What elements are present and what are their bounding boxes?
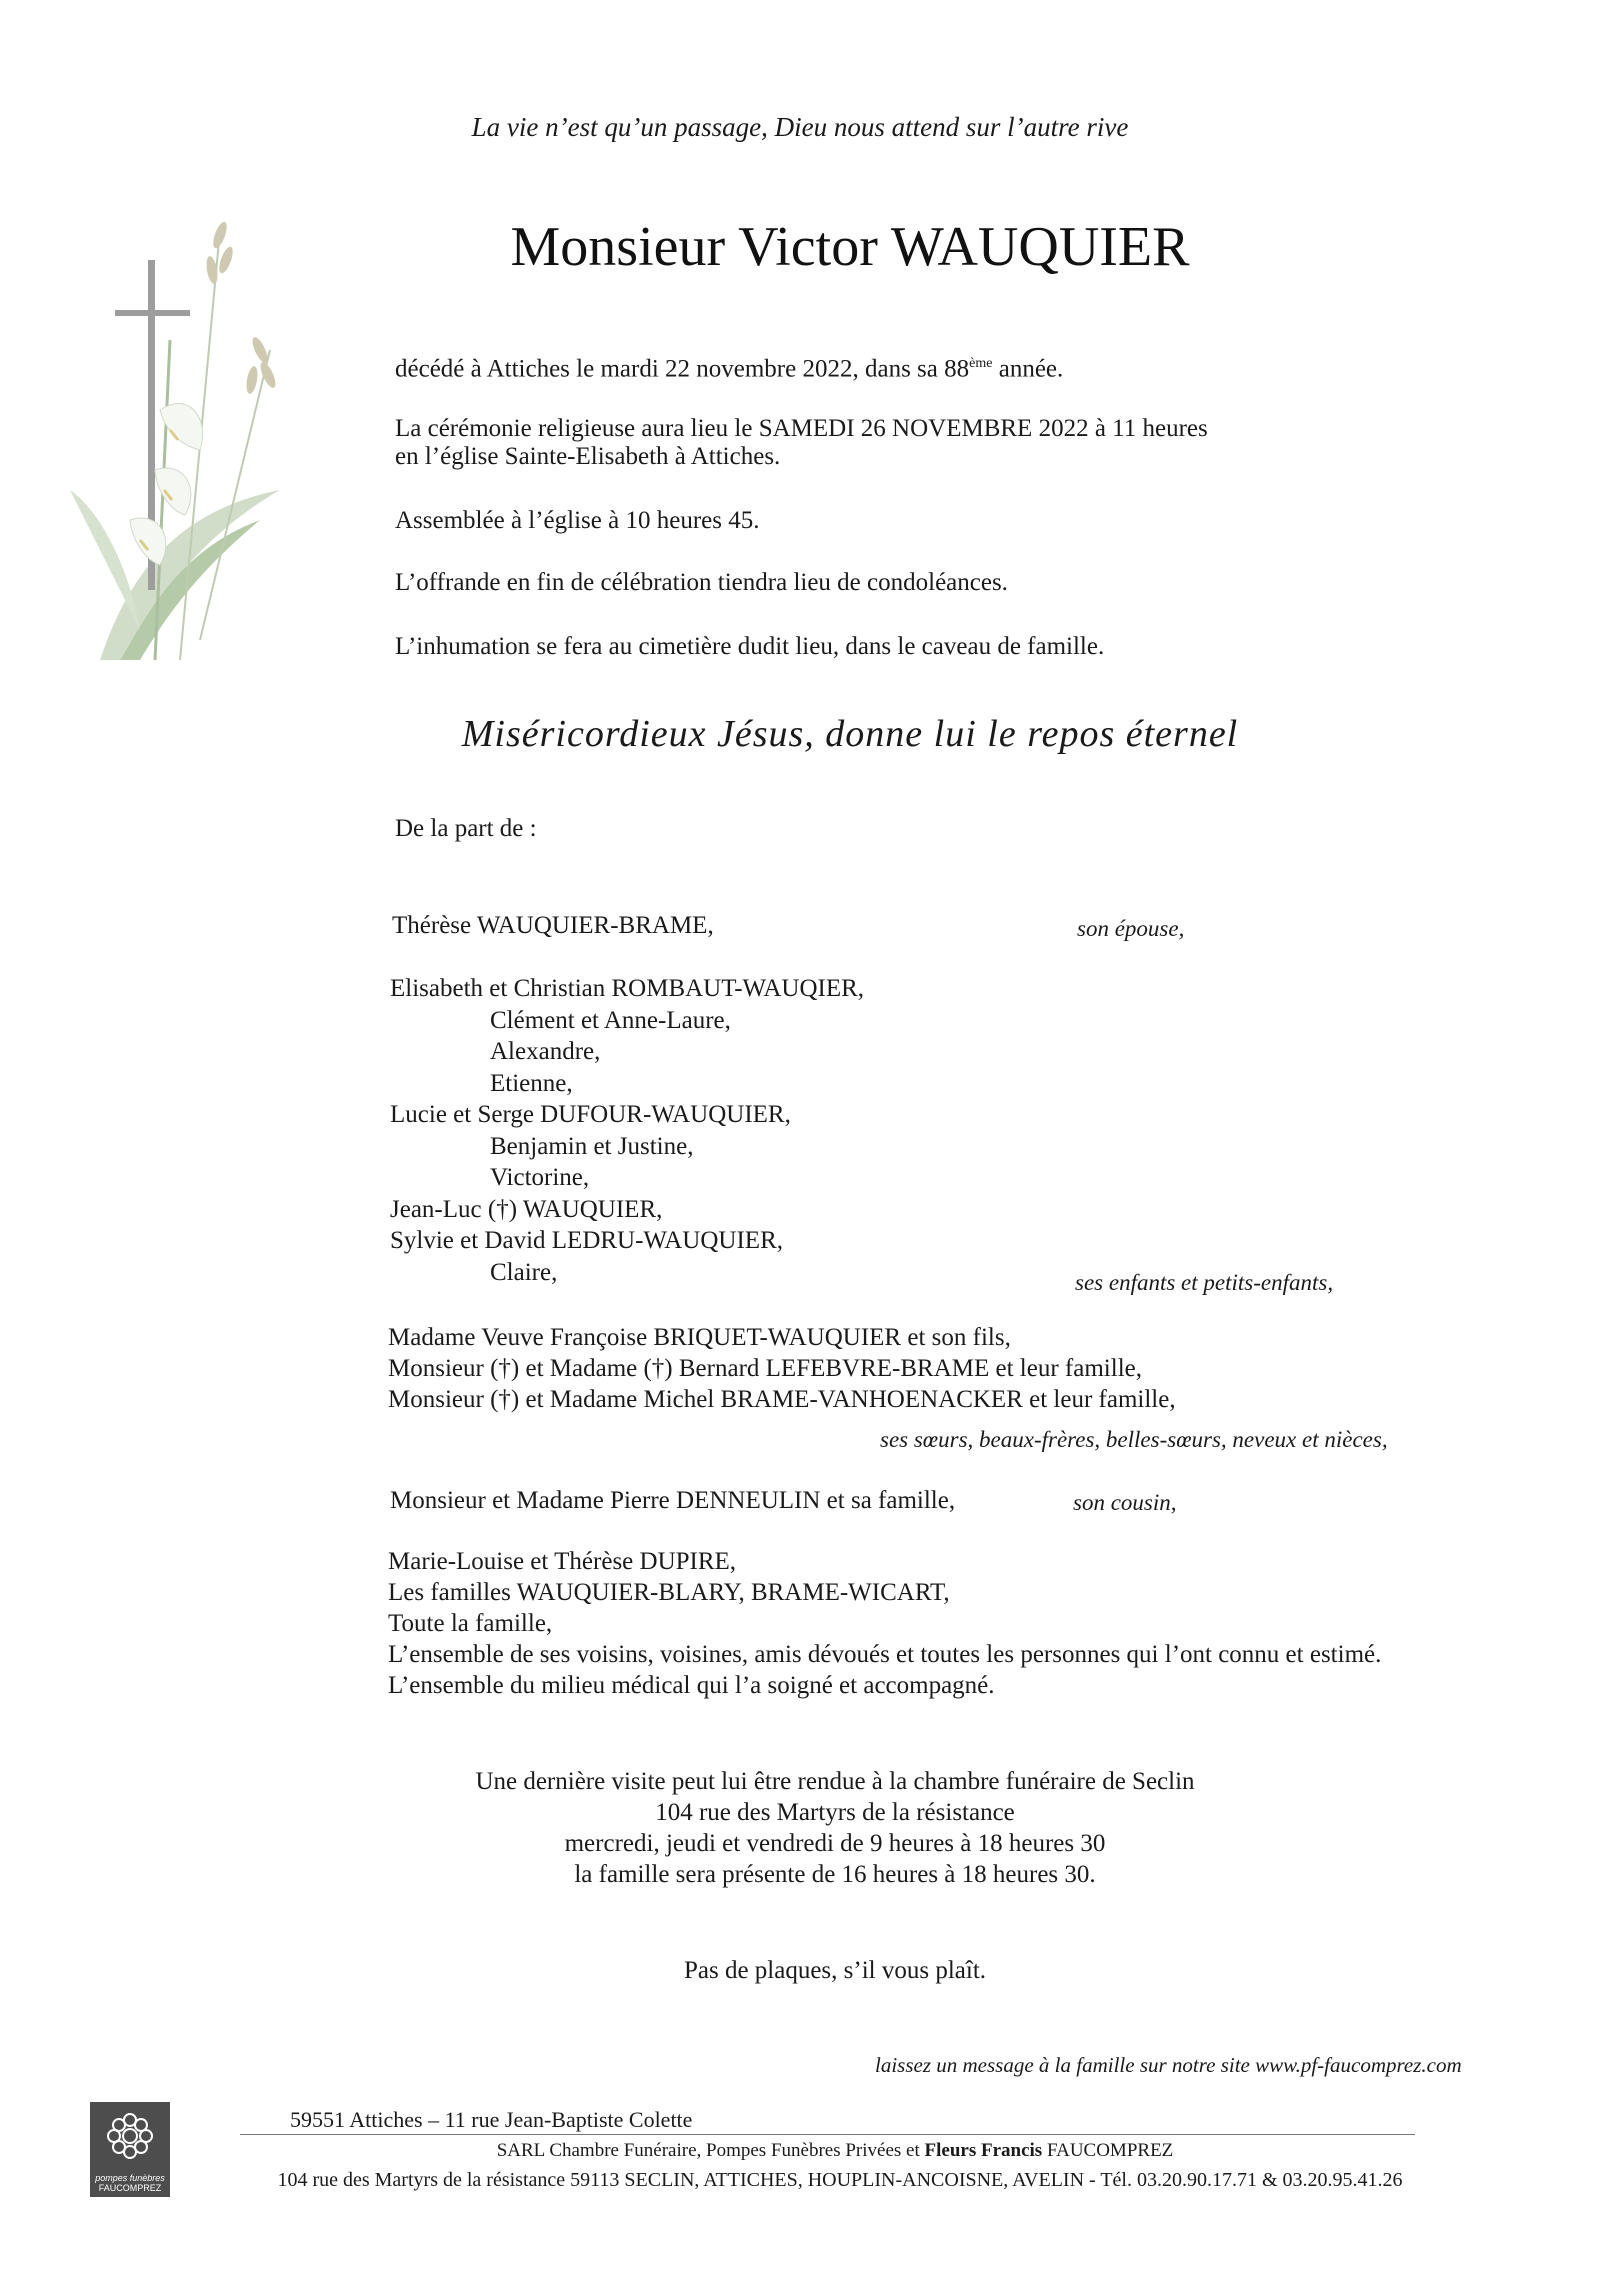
footer-website-message[interactable]: laissez un message à la famille sur notre site www.pf-faucomprez.com xyxy=(875,2053,1462,2077)
visite-line: 104 rue des Martyrs de la résistance xyxy=(655,1799,1015,1826)
deces-line xyxy=(395,350,1063,383)
assemblee-line: Assemblée à l’église à 10 heures 45. xyxy=(395,507,760,534)
list-item: Victorine, xyxy=(490,1164,590,1191)
list-item: Monsieur (†) et Madame (†) Bernard LEFEBVRE-BRAME et leur famille, xyxy=(388,1355,1142,1382)
list-item: Elisabeth et Christian ROMBAUT-WAUQIER, xyxy=(390,975,865,1002)
inhumation-line: L’inhumation se fera au cimetière dudit lieu, dans le caveau de famille. xyxy=(395,633,1105,660)
list-item: Les familles WAUQUIER-BLARY, BRAME-WICART, xyxy=(388,1579,950,1606)
list-item: Sylvie et David LEDRU-WAUQUIER, xyxy=(390,1227,783,1254)
offrande-line: L’offrande en fin de célébration tiendra lieu de condoléances. xyxy=(395,569,1008,596)
footer-address: 59551 Attiches – 11 rue Jean-Baptiste Colette xyxy=(290,2107,693,2132)
cousin-name: Monsieur et Madame Pierre DENNEULIN et sa famille, xyxy=(390,1487,956,1514)
list-item: Etienne, xyxy=(490,1069,573,1097)
footer-company-pre: SARL Chambre Funéraire, Pompes Funèbres Privées et xyxy=(496,2140,925,2161)
footer-divider xyxy=(240,2134,1415,2135)
page-title: Monsieur Victor WAUQUIER xyxy=(510,216,1190,278)
list-item: L’ensemble du milieu médical qui l’a soigné et accompagné. xyxy=(388,1672,995,1699)
list-item: Alexandre, xyxy=(490,1038,601,1065)
visite-line: mercredi, jeudi et vendredi de 9 heures à 18 heures 30 xyxy=(564,1830,1106,1857)
footer-company-line xyxy=(0,2140,1600,2162)
ceremonie-line-2: en l’église Sainte-Elisabeth à Attiches. xyxy=(395,443,781,470)
enfants-relation: ses enfants et petits-enfants, xyxy=(1075,1270,1334,1295)
list-item: Lucie et Serge DUFOUR-WAUQUIER, xyxy=(390,1101,791,1128)
ceremonie-line-1: La cérémonie religieuse aura lieu le SAMEDI 26 NOVEMBRE 2022 à 11 heures xyxy=(395,415,1208,442)
list-item: Jean-Luc (†) WAUQUIER, xyxy=(390,1195,663,1223)
footer-company-post: FAUCOMPREZ xyxy=(1042,2140,1174,2161)
epigraph: La vie n’est qu’un passage, Dieu nous attend sur l’autre rive xyxy=(471,112,1129,142)
logo-small-text: pompes funèbres xyxy=(95,2173,165,2183)
visite-line: Une dernière visite peut lui être rendue à la chambre funéraire de Seclin xyxy=(475,1768,1195,1795)
footer-contact-line: 104 rue des Martyrs de la résistance 59113 SECLIN, ATTICHES, HOUPLIN-ANCOISNE, AVELIN - Tél. 03.20.90.17.71 & 03.20.95.41.26 xyxy=(277,2169,1403,2191)
list-item: Benjamin et Justine, xyxy=(490,1132,694,1160)
visite-line: la famille sera présente de 16 heures à 18 heures 30. xyxy=(574,1861,1096,1888)
list-item: Clément et Anne-Laure, xyxy=(490,1006,731,1034)
list-item: L’ensemble de ses voisins, voisines, amis dévoués et toutes les personnes qui l’ont connu et estimé. xyxy=(388,1641,1382,1668)
prayer-line: Miséricordieux Jésus, donne lui le repos éternel xyxy=(461,713,1239,755)
plaques-line: Pas de plaques, s’il vous plaît. xyxy=(683,1957,987,1984)
cousin-relation: son cousin, xyxy=(1073,1490,1177,1515)
list-item: Madame Veuve Françoise BRIQUET-WAUQUIER et son fils, xyxy=(388,1324,1011,1351)
deces-sup: ème xyxy=(969,356,993,371)
list-item: Claire, xyxy=(490,1258,558,1286)
list-item: Monsieur (†) et Madame Michel BRAME-VANHOENACKER et leur famille, xyxy=(388,1386,1176,1413)
epouse-relation: son épouse, xyxy=(1077,916,1185,941)
list-item: Toute la famille, xyxy=(388,1610,553,1637)
deces-text: décédé à Attiches le mardi 22 novembre 2022, dans sa 88 xyxy=(395,355,970,383)
list-item: Marie-Louise et Thérèse DUPIRE, xyxy=(388,1548,737,1575)
logo-brand-text: FAUCOMPREZ xyxy=(98,2183,162,2193)
deces-after: année. xyxy=(992,355,1064,383)
soeurs-relation: ses sœurs, beaux-frères, belles-sœurs, neveux et nièces, xyxy=(880,1427,1388,1452)
de-la-part-heading: De la part de : xyxy=(395,815,537,842)
footer-company-bold: Fleurs Francis xyxy=(924,2140,1043,2161)
epouse-name: Thérèse WAUQUIER-BRAME, xyxy=(392,912,714,939)
